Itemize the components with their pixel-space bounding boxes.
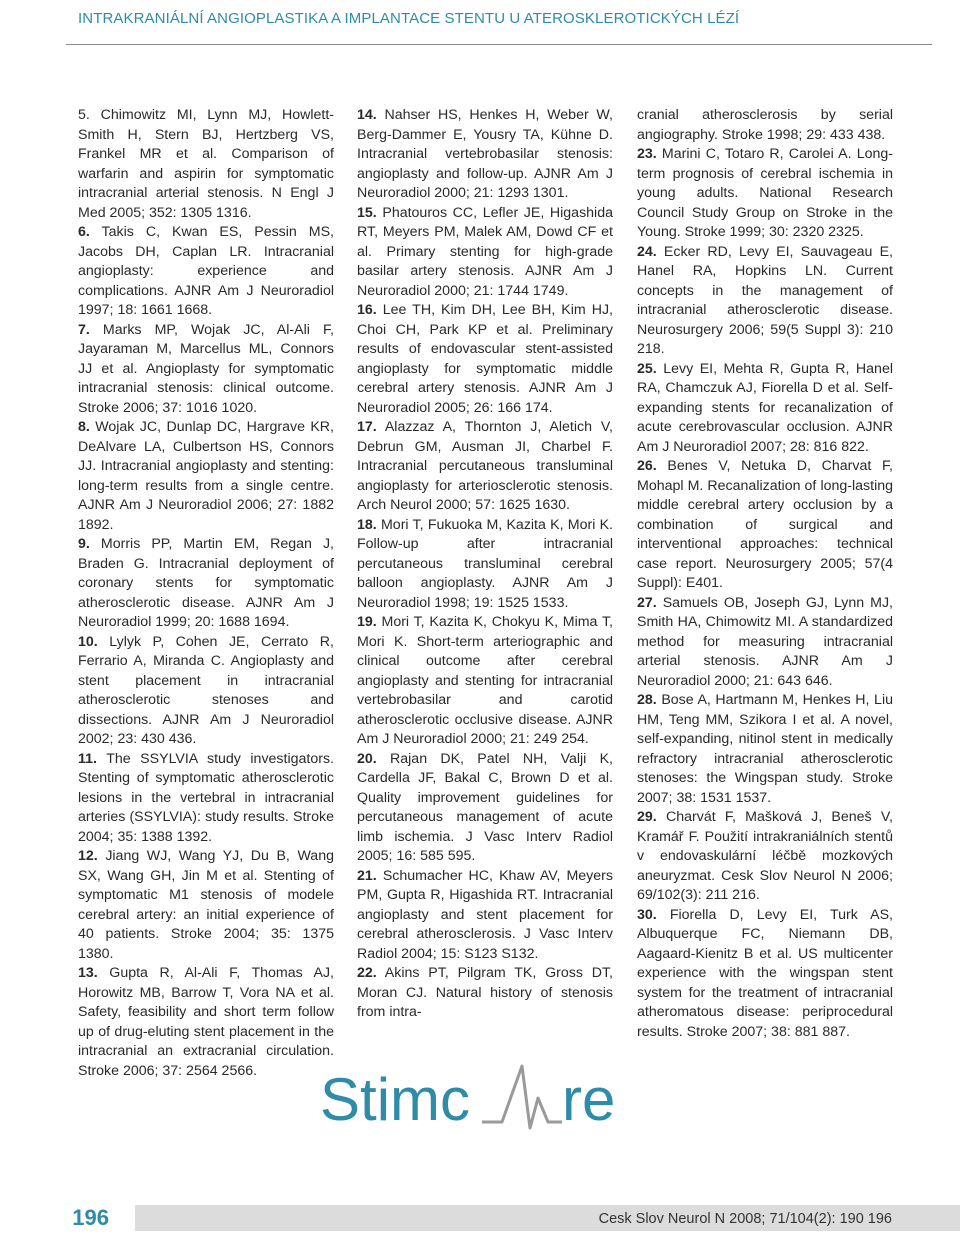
reference-number: 13. — [78, 965, 98, 981]
reference-text: Phatouros CC, Lefler JE, Higashida RT, Meyers PM, Malek AM, Dowd CF et al. Primary stenting for high-grade basilar artery stenosis. AJNR Am J Neuroradiol 2000; 21: 1744 1749. — [357, 204, 613, 299]
reference-entry — [78, 223, 334, 321]
header-divider — [66, 44, 932, 45]
reference-number: 27. — [637, 594, 657, 611]
reference-number: 10. — [78, 633, 98, 650]
reference-number: 30. — [637, 906, 657, 923]
references-column-3 — [637, 106, 893, 1042]
reference-entry — [357, 867, 613, 965]
reference-entry — [78, 964, 334, 1081]
logo-text-re: re — [562, 1066, 616, 1133]
reference-entry — [78, 418, 334, 535]
reference-number: 12. — [78, 848, 98, 864]
reference-number: 19. — [357, 614, 377, 630]
reference-entry — [78, 535, 334, 633]
reference-number: 22. — [357, 965, 377, 981]
reference-text: Nahser HS, Henkes H, Weber W, Berg-Dammer E, Yousry TA, Kühne D. Intracranial vertebrobasilar stenosis: angioplasty and follow-up. AJNR Am J Neuroradiol 2000; 21: 1293 1301. — [357, 107, 613, 201]
reference-text: Jiang WJ, Wang YJ, Du B, Wang SX, Wang GH, Jin M et al. Stenting of symptomatic M1 stenosis of modele cerebral artery: an initial experience of 40 patients. Stroke 2004; 35: 1375 1380. — [78, 848, 334, 962]
running-header: INTRAKRANIÁLNÍ ANGIOPLASTIKA A IMPLANTACE STENTU U ATEROSKLEROTICKÝCH LÉZÍ — [78, 10, 740, 27]
reference-number: 20. — [357, 750, 377, 767]
stimcare-logo-graphic — [316, 1058, 656, 1136]
reference-entry — [78, 106, 334, 223]
reference-number: 11. — [78, 750, 97, 767]
reference-number: 9. — [78, 536, 90, 552]
reference-text: The SSYLVIA study investigators. Stenting of symptomatic atherosclerotic lesions in the vertebral in intracranial arteries (SSYLVIA): study results. Stroke 2004; 35: 1388 1392. — [78, 750, 334, 845]
reference-text: 5. Chimowitz MI, Lynn MJ, Howlett-Smith H, Stern BJ, Hertzberg VS, Frankel MR et al. Comparison of warfarin and aspirin for symptomatic intracranial arterial stenosis. N Engl J Med 2005; 352: 1305 1316. — [78, 107, 334, 221]
reference-text: Samuels OB, Joseph GJ, Lynn MJ, Smith HA, Chimowitz MI. A standardized method for measuring intracranial arterial stenosis. AJNR Am J Neuroradiol 2000; 21: 643 646. — [637, 594, 893, 689]
reference-text: Lee TH, Kim DH, Lee BH, Kim HJ, Choi CH, Park KP et al. Preliminary results of endovascular stent-assisted angioplasty for symptomatic middle cerebral artery stenosis. AJNR Am J Neuroradiol 2005; 26: 166 174. — [357, 302, 613, 416]
reference-text: Mori T, Fukuoka M, Kazita K, Mori K. Follow-up after intracranial percutaneous transluminal cerebral balloon angioplasty. AJNR Am J Neuroradiol 1998; 19: 1525 1533. — [357, 516, 613, 611]
reference-text: Mori T, Kazita K, Chokyu K, Mima T, Mori K. Short-term arteriographic and clinical outcome after cerebral angioplasty and stenting for intracranial vertebrobasilar and carotid atherosclerotic occlusive disease. AJNR Am J Neuroradiol 2000; 21: 249 254. — [357, 614, 613, 747]
reference-entry — [357, 418, 613, 516]
reference-entry — [357, 516, 613, 614]
reference-text: Charvát F, Mašková J, Beneš V, Kramář F. Použití intrakraniálních stentů v endovaskulární léčbě mozkových aneuryzmat. Cesk Slov Neurol N 2006; 69/102(3): 211 216. — [637, 809, 893, 903]
reference-entry — [637, 691, 893, 808]
journal-citation: Cesk Slov Neurol N 2008; 71/104(2): 190 196 — [598, 1211, 892, 1227]
stimcare-logo — [316, 1058, 656, 1136]
reference-number: 18. — [357, 516, 377, 533]
page-number — [0, 1205, 135, 1231]
reference-number: 28. — [637, 692, 657, 708]
page-number-text: 196 — [72, 1205, 109, 1230]
reference-text: Lylyk P, Cohen JE, Cerrato R, Ferrario A, Miranda C. Angioplasty and stent placement in intracranial atherosclerotic stenoses and dissections. AJNR Am J Neuroradiol 2002; 23: 430 436. — [78, 633, 334, 747]
reference-text: Rajan DK, Patel NH, Valji K, Cardella JF, Bakal C, Brown D et al. Quality improvement guidelines for percutaneous management of acute limb ischemia. J Vasc Interv Radiol 2005; 16: 585 595. — [357, 750, 614, 864]
reference-number: 21. — [357, 867, 377, 884]
reference-entry — [357, 750, 613, 867]
reference-number: 26. — [637, 458, 657, 474]
reference-entry — [357, 106, 613, 204]
reference-text: Morris PP, Martin EM, Regan J, Braden G. Intracranial deployment of coronary stents for symptomatic atherosclerotic disease. AJNR Am J Neuroradiol 1999; 20: 1688 1694. — [78, 536, 334, 630]
reference-text: Takis C, Kwan ES, Pessin MS, Jacobs DH, Caplan LR. Intracranial angioplasty: experience and complications. AJNR Am J Neuroradiol 1997; 18: 1661 1668. — [78, 224, 334, 318]
reference-number: 6. — [78, 224, 90, 240]
reference-number: 8. — [78, 419, 90, 435]
reference-entry — [357, 613, 613, 750]
reference-entry — [637, 808, 893, 906]
reference-text: Fiorella D, Levy EI, Turk AS, Albuquerque FC, Niemann DB, Aagaard-Kienitz B et al. US multicenter experience with the wingspan stent system for the treatment of intracranial atheromatous disease: periprocedural results. Stroke 2007; 38: 881 887. — [637, 906, 893, 1040]
reference-text: Alazzaz A, Thornton J, Aletich V, Debrun GM, Ausman JI, Charbel F. Intracranial percutaneous transluminal angioplasty for arteriosclerotic stenosis. Arch Neurol 2000; 57: 1625 1630. — [357, 419, 613, 513]
reference-text: Levy EI, Mehta R, Gupta R, Hanel RA, Chamczuk AJ, Fiorella D et al. Self-expanding stents for recanalization of acute cerebrovascular occlusion. AJNR Am J Neuroradiol 2007; 28: 816 822. — [637, 360, 893, 455]
reference-text: Gupta R, Al-Ali F, Thomas AJ, Horowitz MB, Barrow T, Vora NA et al. Safety, feasibility and short term follow up of drug-eluting stent placement in the intracranial an extracranial circulation. Stroke 2006; 37: 2564 2566. — [78, 965, 334, 1079]
reference-number: 15. — [357, 204, 377, 221]
reference-entry — [637, 457, 893, 594]
reference-entry — [357, 964, 613, 1023]
reference-entry — [637, 106, 893, 145]
reference-number: 25. — [637, 360, 657, 377]
logo-text-stimc: Stimc — [320, 1066, 470, 1133]
reference-text: Ecker RD, Levy EI, Sauvageau E, Hanel RA, Hopkins LN. Current concepts in the management of intracranial atherosclerotic disease. Neurosurgery 2006; 59(5 Suppl 3): 210 218. — [637, 243, 893, 357]
reference-number: 7. — [78, 321, 90, 338]
reference-number: 14. — [357, 107, 377, 123]
reference-number: 24. — [637, 243, 657, 260]
reference-entry — [78, 847, 334, 964]
reference-text: Bose A, Hartmann M, Henkes H, Liu HM, Teng MM, Szikora I et al. A novel, self-expanding, nitinol stent in medically refractory intracranial atherosclerotic stenoses: the Wingspan study. Stroke 2007; 38: 1531 1537. — [637, 692, 893, 806]
reference-text: Benes V, Netuka D, Charvat F, Mohapl M. Recanalization of long-lasting middle cerebral artery occlusion by a combination of surgical and interventional approaches: technical case report. Neurosurgery 2005; 57(4 Suppl): E401. — [637, 458, 893, 591]
reference-number: 23. — [637, 146, 657, 162]
reference-number: 29. — [637, 809, 657, 825]
reference-entry — [78, 750, 334, 848]
reference-text: Schumacher HC, Khaw AV, Meyers PM, Gupta R, Higashida RT. Intracranial angioplasty and stent placement for cerebral atherosclerosis. J Vasc Interv Radiol 2004; 15: S123 S132. — [357, 867, 613, 962]
reference-text: cranial atherosclerosis by serial angiography. Stroke 1998; 29: 433 438. — [637, 107, 893, 143]
reference-entry — [357, 301, 613, 418]
reference-entry — [357, 204, 613, 302]
reference-entry — [78, 633, 334, 750]
reference-entry — [637, 360, 893, 458]
reference-entry — [637, 594, 893, 692]
references-column-1 — [78, 106, 334, 1081]
reference-text: Akins PT, Pilgram TK, Gross DT, Moran CJ. Natural history of stenosis from intra- — [357, 965, 613, 1020]
reference-entry — [637, 145, 893, 243]
ecg-line-icon — [482, 1066, 562, 1128]
reference-text: Marini C, Totaro R, Carolei A. Long-term prognosis of cerebral ischemia in young adults. National Research Council Study Group on Stroke in the Young. Stroke 1999; 30: 2320 2325. — [637, 146, 893, 240]
reference-number: 17. — [357, 419, 377, 435]
reference-text: Marks MP, Wojak JC, Al-Ali F, Jayaraman M, Marcellus ML, Connors JJ et al. Angioplasty for symptomatic intracranial stenosis: clinical outcome. Stroke 2006; 37: 1016 1020. — [78, 321, 334, 416]
reference-entry — [78, 321, 334, 419]
references-column-2 — [357, 106, 613, 1023]
reference-entry — [637, 906, 893, 1043]
reference-entry — [637, 243, 893, 360]
reference-number: 16. — [357, 302, 377, 318]
reference-text: Wojak JC, Dunlap DC, Hargrave KR, DeAlvare LA, Culbertson HS, Connors JJ. Intracranial angioplasty and stenting: long-term results from a single centre. AJNR Am J Neuroradiol 2006; 27: 1882 1892. — [78, 419, 334, 533]
